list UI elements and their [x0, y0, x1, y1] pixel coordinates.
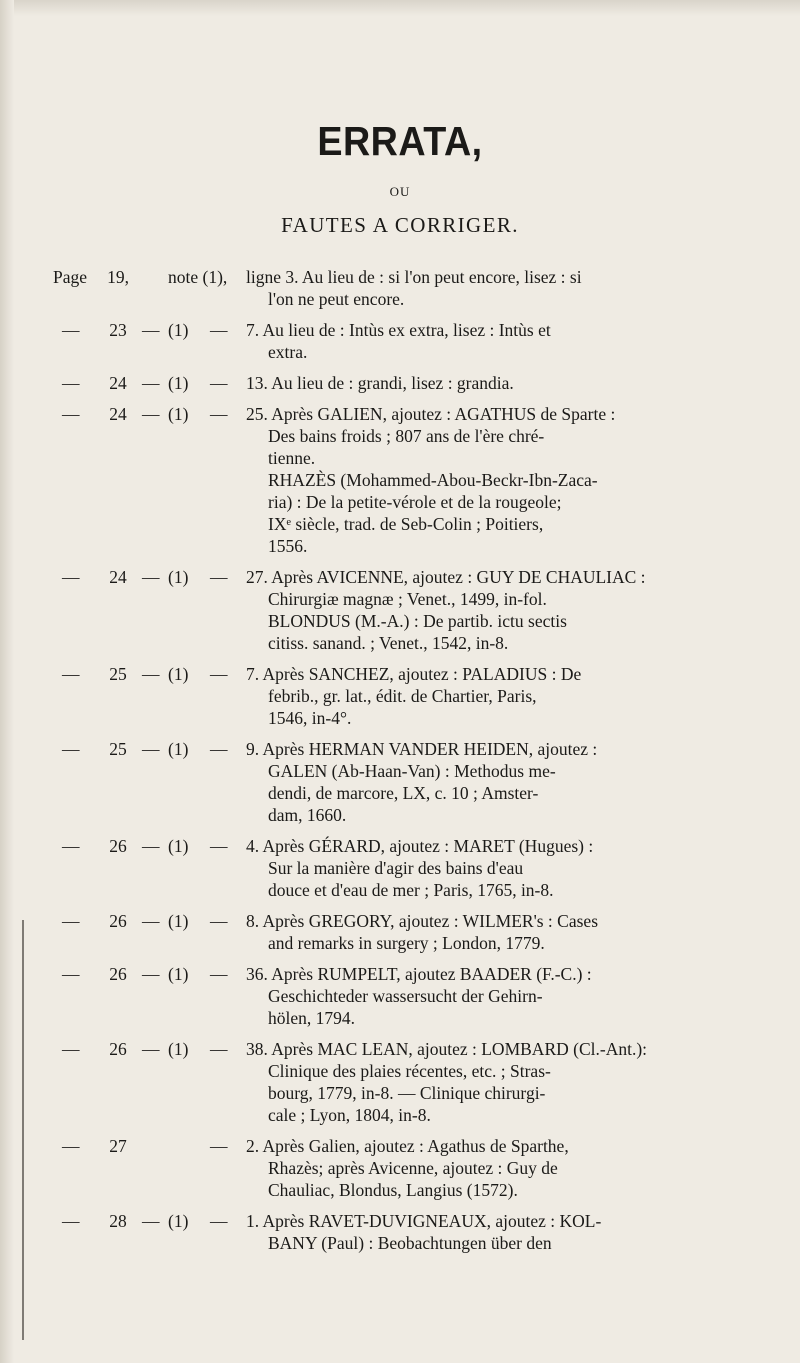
entry-correction	[246, 1210, 766, 1254]
entry-note-ref: (1)	[168, 739, 189, 759]
entry-lead: —	[62, 1039, 80, 1059]
errata-entry	[0, 1210, 800, 1254]
page-top-shadow	[0, 0, 800, 16]
errata-entry	[0, 835, 800, 901]
correction-line: 2. Après Galien, ajoutez : Agathus de Sparthe,	[246, 1136, 569, 1156]
entry-dash: —	[210, 739, 228, 759]
entry-dash: —	[142, 836, 160, 856]
errata-entry	[0, 319, 800, 363]
correction-line: hölen, 1794.	[268, 1008, 356, 1028]
correction-line: tienne.	[268, 448, 316, 468]
correction-line: 1546, in-4°.	[268, 708, 352, 728]
entry-correction	[246, 963, 766, 1029]
entry-note-ref: (1)	[168, 964, 189, 984]
correction-line: 38. Après MAC LEAN, ajoutez : LOMBARD (Cl.-Ant.):	[246, 1039, 648, 1059]
entry-lead: —	[62, 320, 80, 340]
correction-line: Geschichteder wassersucht der Gehirn-	[268, 986, 543, 1006]
correction-line: 1556.	[268, 536, 308, 556]
correction-line: Rhazès; après Avicenne, ajoutez : Guy de	[268, 1158, 558, 1178]
entry-dash: —	[210, 911, 228, 931]
correction-line: dendi, de marcore, LX, c. 10 ; Amster-	[268, 783, 539, 803]
correction-line: ria) : De la petite-vérole et de la rougeole;	[268, 492, 562, 512]
entry-page-number: 26	[109, 911, 127, 931]
entry-page-number: 26	[109, 1039, 127, 1059]
entry-dash: —	[142, 404, 160, 424]
entry-lead: —	[62, 1211, 80, 1231]
entry-lead: —	[62, 836, 80, 856]
entry-correction	[246, 403, 766, 557]
errata-entry	[0, 1135, 800, 1201]
correction-line: Clinique des plaies récentes, etc. ; Stras-	[268, 1061, 551, 1081]
entry-note-ref: (1)	[168, 664, 189, 684]
entry-page-number: 24	[109, 373, 127, 393]
entry-lead: Page	[53, 267, 88, 287]
entry-dash: —	[210, 1136, 228, 1156]
entry-correction	[246, 1135, 766, 1201]
entry-note-ref: (1)	[168, 373, 189, 393]
correction-line: 7. Au lieu de : Intùs ex extra, lisez : Intùs et	[246, 320, 551, 340]
correction-line: l'on ne peut encore.	[268, 289, 405, 309]
errata-entry	[0, 963, 800, 1029]
entry-dash: —	[142, 964, 160, 984]
entry-note-ref: (1)	[168, 1039, 189, 1059]
entry-lead: —	[62, 739, 80, 759]
correction-line: extra.	[268, 342, 308, 362]
errata-entry	[0, 1038, 800, 1126]
entry-note-ref: (1)	[168, 836, 189, 856]
errata-entry	[0, 738, 800, 826]
correction-line: 1. Après RAVET-DUVIGNEAUX, ajoutez : KOL-	[246, 1211, 602, 1231]
correction-line: GALEN (Ab-Haan-Van) : Methodus me-	[268, 761, 556, 781]
entry-lead: —	[62, 964, 80, 984]
correction-line: 36. Après RUMPELT, ajoutez BAADER (F.-C.) :	[246, 964, 592, 984]
entry-note-ref: (1)	[168, 404, 189, 424]
errata-list	[0, 266, 800, 1263]
correction-line: douce et d'eau de mer ; Paris, 1765, in-8.	[268, 880, 554, 900]
entry-dash: —	[210, 404, 228, 424]
entry-lead: —	[62, 664, 80, 684]
page-title: ERRATA,	[317, 118, 483, 164]
correction-line: 7. Après SANCHEZ, ajoutez : PALADIUS : De	[246, 664, 582, 684]
correction-line: Des bains froids ; 807 ans de l'ère chré-	[268, 426, 545, 446]
correction-line: BLONDUS (M.-A.) : De partib. ictu sectis	[268, 611, 567, 631]
entry-lead: —	[62, 911, 80, 931]
correction-line: febrib., gr. lat., édit. de Chartier, Paris,	[268, 686, 537, 706]
entry-correction	[246, 266, 766, 310]
correction-line: BANY (Paul) : Beobachtungen über den	[268, 1233, 552, 1253]
entry-dash: —	[142, 567, 160, 587]
entry-page-number: 26	[109, 836, 127, 856]
entry-lead: —	[62, 404, 80, 424]
correction-line: 9. Après HERMAN VANDER HEIDEN, ajoutez :	[246, 739, 598, 759]
correction-line: citiss. sanand. ; Venet., 1542, in-8.	[268, 633, 509, 653]
entry-page-number: 27	[109, 1136, 127, 1156]
errata-entry	[0, 266, 800, 310]
entry-dash: —	[142, 320, 160, 340]
errata-entry	[0, 910, 800, 954]
correction-line: dam, 1660.	[268, 805, 347, 825]
entry-dash: —	[142, 373, 160, 393]
correction-line: 27. Après AVICENNE, ajoutez : GUY DE CHAULIAC :	[246, 567, 646, 587]
correction-line: 4. Après GÉRARD, ajoutez : MARET (Hugues) :	[246, 836, 594, 856]
correction-line: 8. Après GREGORY, ajoutez : WILMER's : Cases	[246, 911, 598, 931]
entry-note-ref: (1)	[168, 1211, 189, 1231]
entry-lead: —	[62, 373, 80, 393]
correction-line: Chirurgiæ magnæ ; Venet., 1499, in-fol.	[268, 589, 547, 609]
entry-note-ref: note (1),	[168, 267, 228, 287]
entry-page-number: 25	[109, 664, 127, 684]
entry-note-ref: (1)	[168, 911, 189, 931]
correction-line: Sur la manière d'agir des bains d'eau	[268, 858, 524, 878]
correction-line: 25. Après GALIEN, ajoutez : AGATHUS de Sparte :	[246, 404, 616, 424]
entry-dash: —	[210, 964, 228, 984]
entry-correction	[246, 372, 766, 394]
entry-lead: —	[62, 567, 80, 587]
entry-dash: —	[210, 836, 228, 856]
entry-correction	[246, 319, 766, 363]
correction-line: IXᵉ siècle, trad. de Seb-Colin ; Poitiers,	[268, 514, 544, 534]
entry-correction	[246, 663, 766, 729]
title-conjunction: OU	[389, 184, 411, 199]
entry-correction	[246, 738, 766, 826]
errata-entry	[0, 663, 800, 729]
entry-lead: —	[62, 1136, 80, 1156]
entry-page-number: 26	[109, 964, 127, 984]
entry-page-number: 25	[109, 739, 127, 759]
entry-dash: —	[142, 664, 160, 684]
correction-line: and remarks in surgery ; London, 1779.	[268, 933, 545, 953]
entry-dash: —	[210, 567, 228, 587]
entry-correction	[246, 835, 766, 901]
entry-dash: —	[210, 664, 228, 684]
entry-correction	[246, 1038, 766, 1126]
entry-page-number: 24	[109, 567, 127, 587]
correction-line: 13. Au lieu de : grandi, lisez : grandia.	[246, 373, 514, 393]
correction-line: RHAZÈS (Mohammed-Abou-Beckr-Ibn-Zaca-	[268, 470, 598, 490]
entry-dash: —	[210, 1211, 228, 1231]
entry-page-number: 24	[109, 404, 127, 424]
entry-dash: —	[142, 911, 160, 931]
page-subtitle: FAUTES A CORRIGER.	[281, 213, 519, 237]
entry-dash: —	[210, 320, 228, 340]
correction-line: cale ; Lyon, 1804, in-8.	[268, 1105, 431, 1125]
errata-entry	[0, 566, 800, 654]
entry-dash: —	[210, 1039, 228, 1059]
entry-dash: —	[210, 373, 228, 393]
correction-line: ligne 3. Au lieu de : si l'on peut encore, lisez : si	[246, 267, 582, 287]
errata-entry	[0, 403, 800, 557]
entry-page-number: 23	[109, 320, 127, 340]
entry-page-number: 28	[109, 1211, 127, 1231]
entry-note-ref: (1)	[168, 320, 189, 340]
entry-dash: —	[142, 1039, 160, 1059]
entry-correction	[246, 566, 766, 654]
entry-dash: —	[142, 1211, 160, 1231]
errata-entry	[0, 372, 800, 394]
entry-page-number: 19,	[107, 267, 129, 287]
entry-correction	[246, 910, 766, 954]
correction-line: bourg, 1779, in-8. — Clinique chirurgi-	[268, 1083, 546, 1103]
entry-dash: —	[142, 739, 160, 759]
correction-line: Chauliac, Blondus, Langius (1572).	[268, 1180, 518, 1200]
entry-note-ref: (1)	[168, 567, 189, 587]
